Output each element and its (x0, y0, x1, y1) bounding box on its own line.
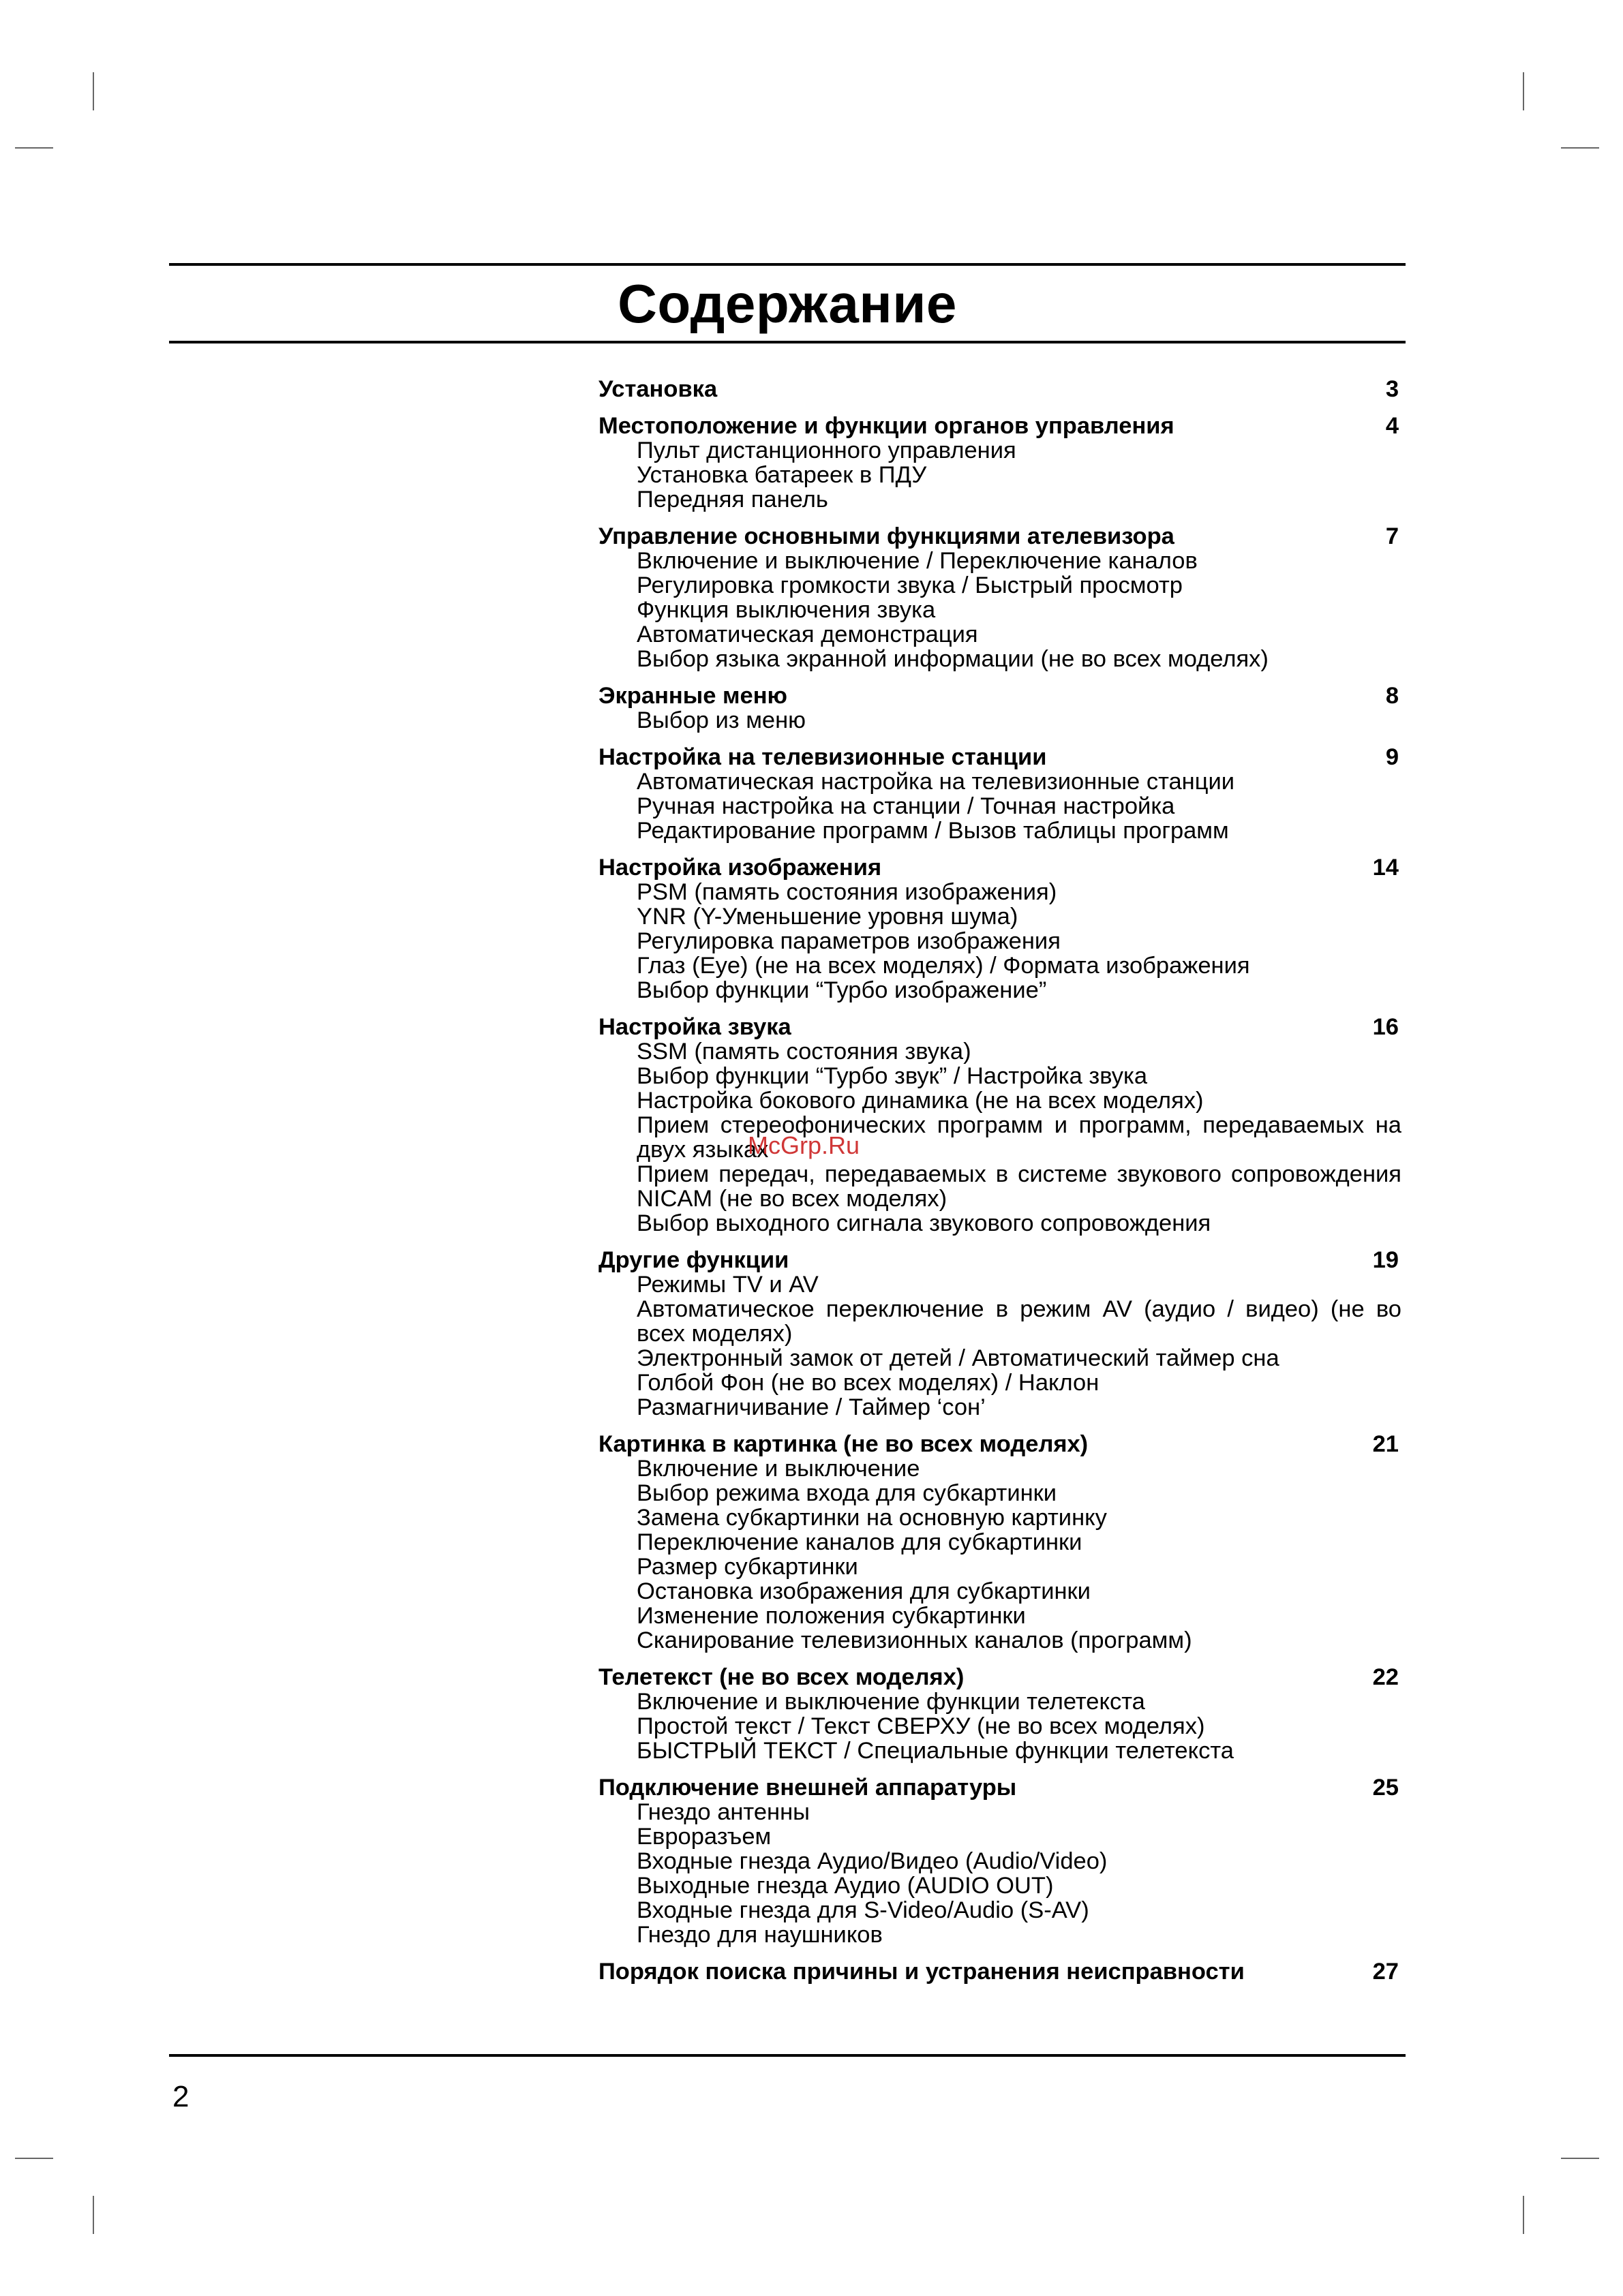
top-rule (169, 263, 1406, 266)
toc-heading-text: Настройка на телевизионные станции (598, 744, 1047, 770)
toc-item: Изменение положения субкартинки (637, 1603, 1026, 1629)
toc-item: Выбор из меню (637, 707, 806, 733)
toc-heading[interactable] (598, 1432, 1401, 1456)
toc-item: Выбор функции “Турбо звук” / Настройка звука (637, 1063, 1148, 1089)
watermark: McGrp.Ru (748, 1131, 860, 1159)
toc-page-number: 7 (1385, 523, 1399, 549)
toc-heading[interactable] (598, 684, 1401, 708)
toc-item: PSM (память состояния изображения) (637, 879, 1057, 905)
bottom-rule (169, 2054, 1406, 2057)
crop-mark (93, 72, 94, 110)
toc-heading-text: Установка (598, 376, 718, 402)
toc-heading-text: Телетекст (не во всех моделях) (598, 1664, 965, 1690)
toc-item: Передняя панель (637, 487, 828, 512)
toc-item: Гнездо для наушников (637, 1922, 883, 1948)
toc-item: Размагничивание / Таймер ‘сон’ (637, 1394, 986, 1420)
toc-item: Выбор функции “Турбо изображение” (637, 977, 1047, 1003)
toc-section (598, 745, 1401, 843)
toc-item: Выбор режима входа для субкартинки (637, 1480, 1057, 1506)
toc-heading[interactable] (598, 524, 1401, 549)
toc-item: Выходные гнезда Аудио (AUDIO OUT) (637, 1873, 1054, 1899)
toc-section (598, 1775, 1401, 1947)
toc-page-number: 4 (1385, 413, 1399, 439)
toc-section (598, 1432, 1401, 1653)
crop-mark (1561, 2158, 1599, 2159)
toc-section (598, 414, 1401, 512)
toc-item: Электронный замок от детей / Автоматический таймер сна (637, 1345, 1279, 1371)
page-number: 2 (172, 2080, 189, 2113)
crop-mark (15, 147, 53, 149)
toc-heading-text: Настройка изображения (598, 855, 882, 881)
crop-mark (1523, 2196, 1524, 2234)
toc-item: Редактирование программ / Вызов таблицы программ (637, 818, 1229, 844)
toc-heading[interactable] (598, 1665, 1401, 1689)
toc-page-number: 21 (1372, 1431, 1399, 1457)
toc-item: Прием передач, передаваемых в системе звукового сопровождения NICAM (не во всех моделях) (637, 1161, 1401, 1212)
toc-item: Регулировка параметров изображения (637, 928, 1061, 954)
toc-item: Евроразъем (637, 1824, 772, 1850)
toc-item: Настройка бокового динамика (не на всех моделях) (637, 1088, 1204, 1114)
toc-item: YNR (Y-Уменьшение уровня шума) (637, 904, 1018, 930)
toc-heading[interactable] (598, 414, 1401, 438)
toc-section (598, 1665, 1401, 1763)
toc-page-number: 22 (1372, 1664, 1399, 1690)
toc-section (598, 684, 1401, 733)
toc-item: Автоматическая настройка на телевизионные станции (637, 769, 1235, 795)
toc-item: Установка батареек в ПДУ (637, 462, 927, 488)
toc-item: Гнездо антенны (637, 1799, 810, 1825)
toc-item: Остановка изображения для субкартинки (637, 1578, 1091, 1604)
toc-heading[interactable] (598, 745, 1401, 769)
toc-item: Глаз (Eye) (не на всех моделях) / Формата изображения (637, 953, 1250, 979)
toc-item: Выбор выходного сигнала звукового сопровождения (637, 1210, 1211, 1236)
toc-item: Голбой Фон (не во всех моделях) / Наклон (637, 1370, 1099, 1396)
toc-page-number: 16 (1372, 1014, 1399, 1040)
table-of-contents (598, 377, 1401, 1996)
toc-item: Переключение каналов для субкартинки (637, 1529, 1082, 1555)
title-underline (169, 341, 1406, 343)
toc-heading-text: Местоположение и функции органов управления (598, 413, 1174, 439)
toc-item: Ручная настройка на станции / Точная настройка (637, 793, 1175, 819)
toc-item: SSM (память состояния звука) (637, 1039, 971, 1065)
toc-heading-text: Настройка звука (598, 1014, 791, 1040)
toc-heading[interactable] (598, 1248, 1401, 1272)
crop-mark (1561, 147, 1599, 149)
toc-heading[interactable] (598, 855, 1401, 880)
toc-item: Сканирование телевизионных каналов (программ) (637, 1627, 1192, 1653)
toc-section (598, 377, 1401, 401)
toc-item: Включение и выключение (637, 1456, 920, 1482)
toc-page-number: 8 (1385, 683, 1399, 709)
toc-heading-text: Подключение внешней аппаратуры (598, 1775, 1017, 1801)
toc-section (598, 855, 1401, 1002)
toc-page-number: 14 (1372, 855, 1399, 881)
toc-item: Автоматическая демонстрация (637, 622, 978, 647)
page-title: Содержание (618, 273, 957, 334)
toc-item: Прием стереофонических программ и программ, передаваемых на двух языках (637, 1112, 1401, 1163)
toc-heading-text: Порядок поиска причины и устранения неисправности (598, 1959, 1245, 1985)
toc-page-number: 27 (1372, 1959, 1399, 1985)
toc-section (598, 1959, 1401, 1984)
toc-page-number: 3 (1385, 376, 1399, 402)
toc-page-number: 9 (1385, 744, 1399, 770)
toc-heading[interactable] (598, 377, 1401, 401)
crop-mark (1523, 72, 1524, 110)
crop-mark (15, 2158, 53, 2159)
toc-item: Входные гнезда для S-Video/Audio (S-AV) (637, 1897, 1089, 1923)
toc-item: Пульт дистанционного управления (637, 438, 1016, 463)
toc-heading-text: Экранные меню (598, 683, 787, 709)
toc-heading[interactable] (598, 1015, 1401, 1039)
toc-item: Функция выключения звука (637, 597, 936, 623)
toc-heading-text: Картинка в картинка (не во всех моделях) (598, 1431, 1089, 1457)
toc-heading-text: Другие функции (598, 1247, 789, 1273)
toc-section (598, 1248, 1401, 1420)
toc-item: Регулировка громкости звука / Быстрый просмотр (637, 572, 1183, 598)
toc-heading-text: Управление основными функциями ателевизора (598, 523, 1174, 549)
crop-mark (93, 2196, 94, 2234)
toc-page-number: 19 (1372, 1247, 1399, 1273)
toc-heading[interactable] (598, 1775, 1401, 1800)
toc-item: Выбор языка экранной информации (не во всех моделях) (637, 646, 1269, 672)
toc-item: Простой текст / Текст СВЕРХУ (не во всех моделях) (637, 1713, 1205, 1739)
toc-item: БЫСТРЫЙ ТЕКСТ / Специальные функции телетекста (637, 1738, 1234, 1764)
toc-item: Включение и выключение функции телетекста (637, 1689, 1145, 1715)
toc-section (598, 524, 1401, 671)
toc-heading[interactable] (598, 1959, 1401, 1984)
toc-item: Размер субкартинки (637, 1554, 858, 1580)
toc-item: Режимы TV и AV (637, 1272, 819, 1298)
toc-section (598, 1015, 1401, 1236)
toc-page-number: 25 (1372, 1775, 1399, 1801)
toc-item: Входные гнезда Аудио/Видео (Audio/Video) (637, 1848, 1108, 1874)
toc-item: Замена субкартинки на основную картинку (637, 1505, 1107, 1531)
toc-item: Включение и выключение / Переключение каналов (637, 548, 1198, 574)
toc-item: Автоматическое переключение в режим AV (аудио / видео) (не во всех моделях) (637, 1296, 1401, 1347)
